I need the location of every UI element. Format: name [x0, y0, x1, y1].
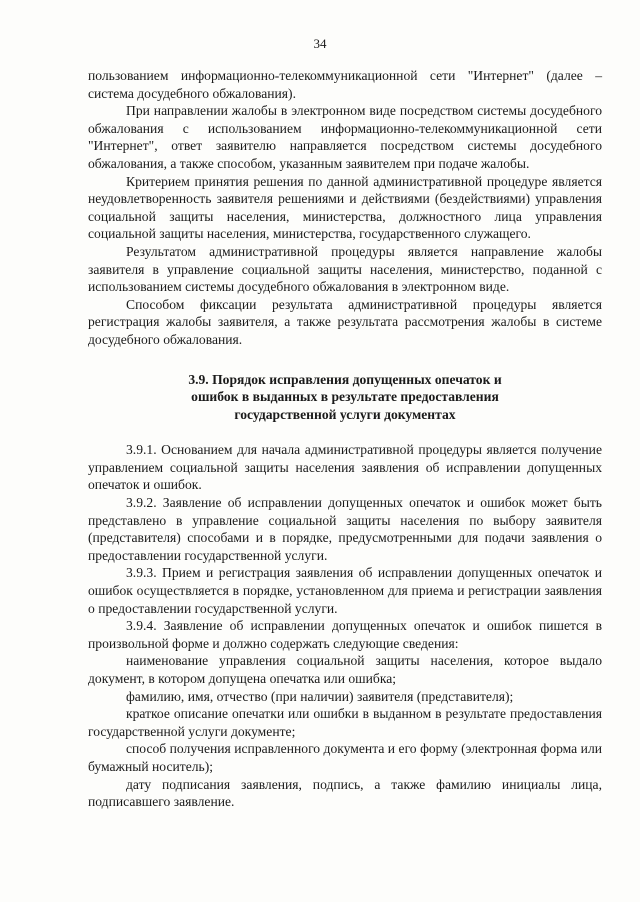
- list-item-applicant-name: фамилию, имя, отчество (при наличии) заявителя (представителя);: [126, 688, 514, 704]
- page-number: 34: [313, 36, 327, 51]
- list-item-signature-date: дату подписания заявления, подпись, а также фамилию инициалы лица, подписавшего заявление.: [88, 776, 602, 810]
- list-item-error-description: краткое описание опечатки или ошибки в выданном в результате предоставления государственной услуги документе;: [88, 706, 602, 739]
- heading-line-2: ошибок в выданных в результате предоставления: [191, 389, 499, 405]
- paragraph-3-9-3: 3.9.3. Прием и регистрация заявления об исправлении допущенных опечаток и ошибок осуществляется в порядке, установленном для приема и регистрации заявления о предоставлении государственной услуги.: [88, 565, 602, 616]
- paragraph-3-9-4: 3.9.4. Заявление об исправлении допущенных опечаток и ошибок пишется в произвольной форме и должно содержать следующие сведения:: [88, 618, 602, 651]
- heading-line-3: государственной услуги документах: [234, 406, 456, 422]
- list-item-department-name: наименование управления социальной защиты населения, которое выдало документ, в котором допущена опечатка или ошибка;: [88, 653, 602, 686]
- paragraph-3-9-1: 3.9.1. Основанием для начала административной процедуры является получение управлением социальной защиты населения заявления об исправлении допущенных опечаток и ошибок.: [88, 442, 602, 493]
- paragraph-decision-criterion: Критерием принятия решения по данной административной процедуре является неудовлетворенность заявителя решениями и действиями (бездействиями) управления социальной защиты населения, министерства, должностного лица управления социальной защиты населения, министерства, государственного служащего.: [88, 173, 602, 242]
- paragraph-procedure-result: Результатом административной процедуры является направление жалобы заявителя в управление социальной защиты населения, министерство, поданной с использованием системы досудебного обжалования в электронном виде.: [88, 243, 602, 295]
- heading-line-1: 3.9. Порядок исправления допущенных опечаток и: [188, 371, 502, 387]
- paragraph-3-9-2: 3.9.2. Заявление об исправлении допущенных опечаток и ошибок может быть представлено в управление социальной защиты населения по выбору заявителя (представителя) способами и в порядке, предусмотренными для подачи заявления о предоставлении государственной услуги.: [88, 495, 602, 563]
- paragraph-result-fixation: Способом фиксации результата административной процедуры является регистрация жалобы заявителя, а также результата рассмотрения жалобы в системе досудебного обжалования.: [88, 296, 602, 347]
- section-heading-3-9: [88, 371, 602, 424]
- paragraph-continuation: пользованием информационно-телекоммуникационной сети "Интернет" (далее – система досудебного обжалования).: [88, 68, 602, 101]
- paragraph-electronic-complaint: При направлении жалобы в электронном виде посредством системы досудебного обжалования с использованием информационно-телекоммуникационной сети "Интернет", ответ заявителю направляется посредством системы досудебного обжалования, а также способом, указанным заявителем при подаче жалобы.: [88, 103, 602, 171]
- document-body: [88, 67, 602, 811]
- list-item-delivery-method: способ получения исправленного документа и его форму (электронная форма или бумажный носитель);: [88, 741, 602, 774]
